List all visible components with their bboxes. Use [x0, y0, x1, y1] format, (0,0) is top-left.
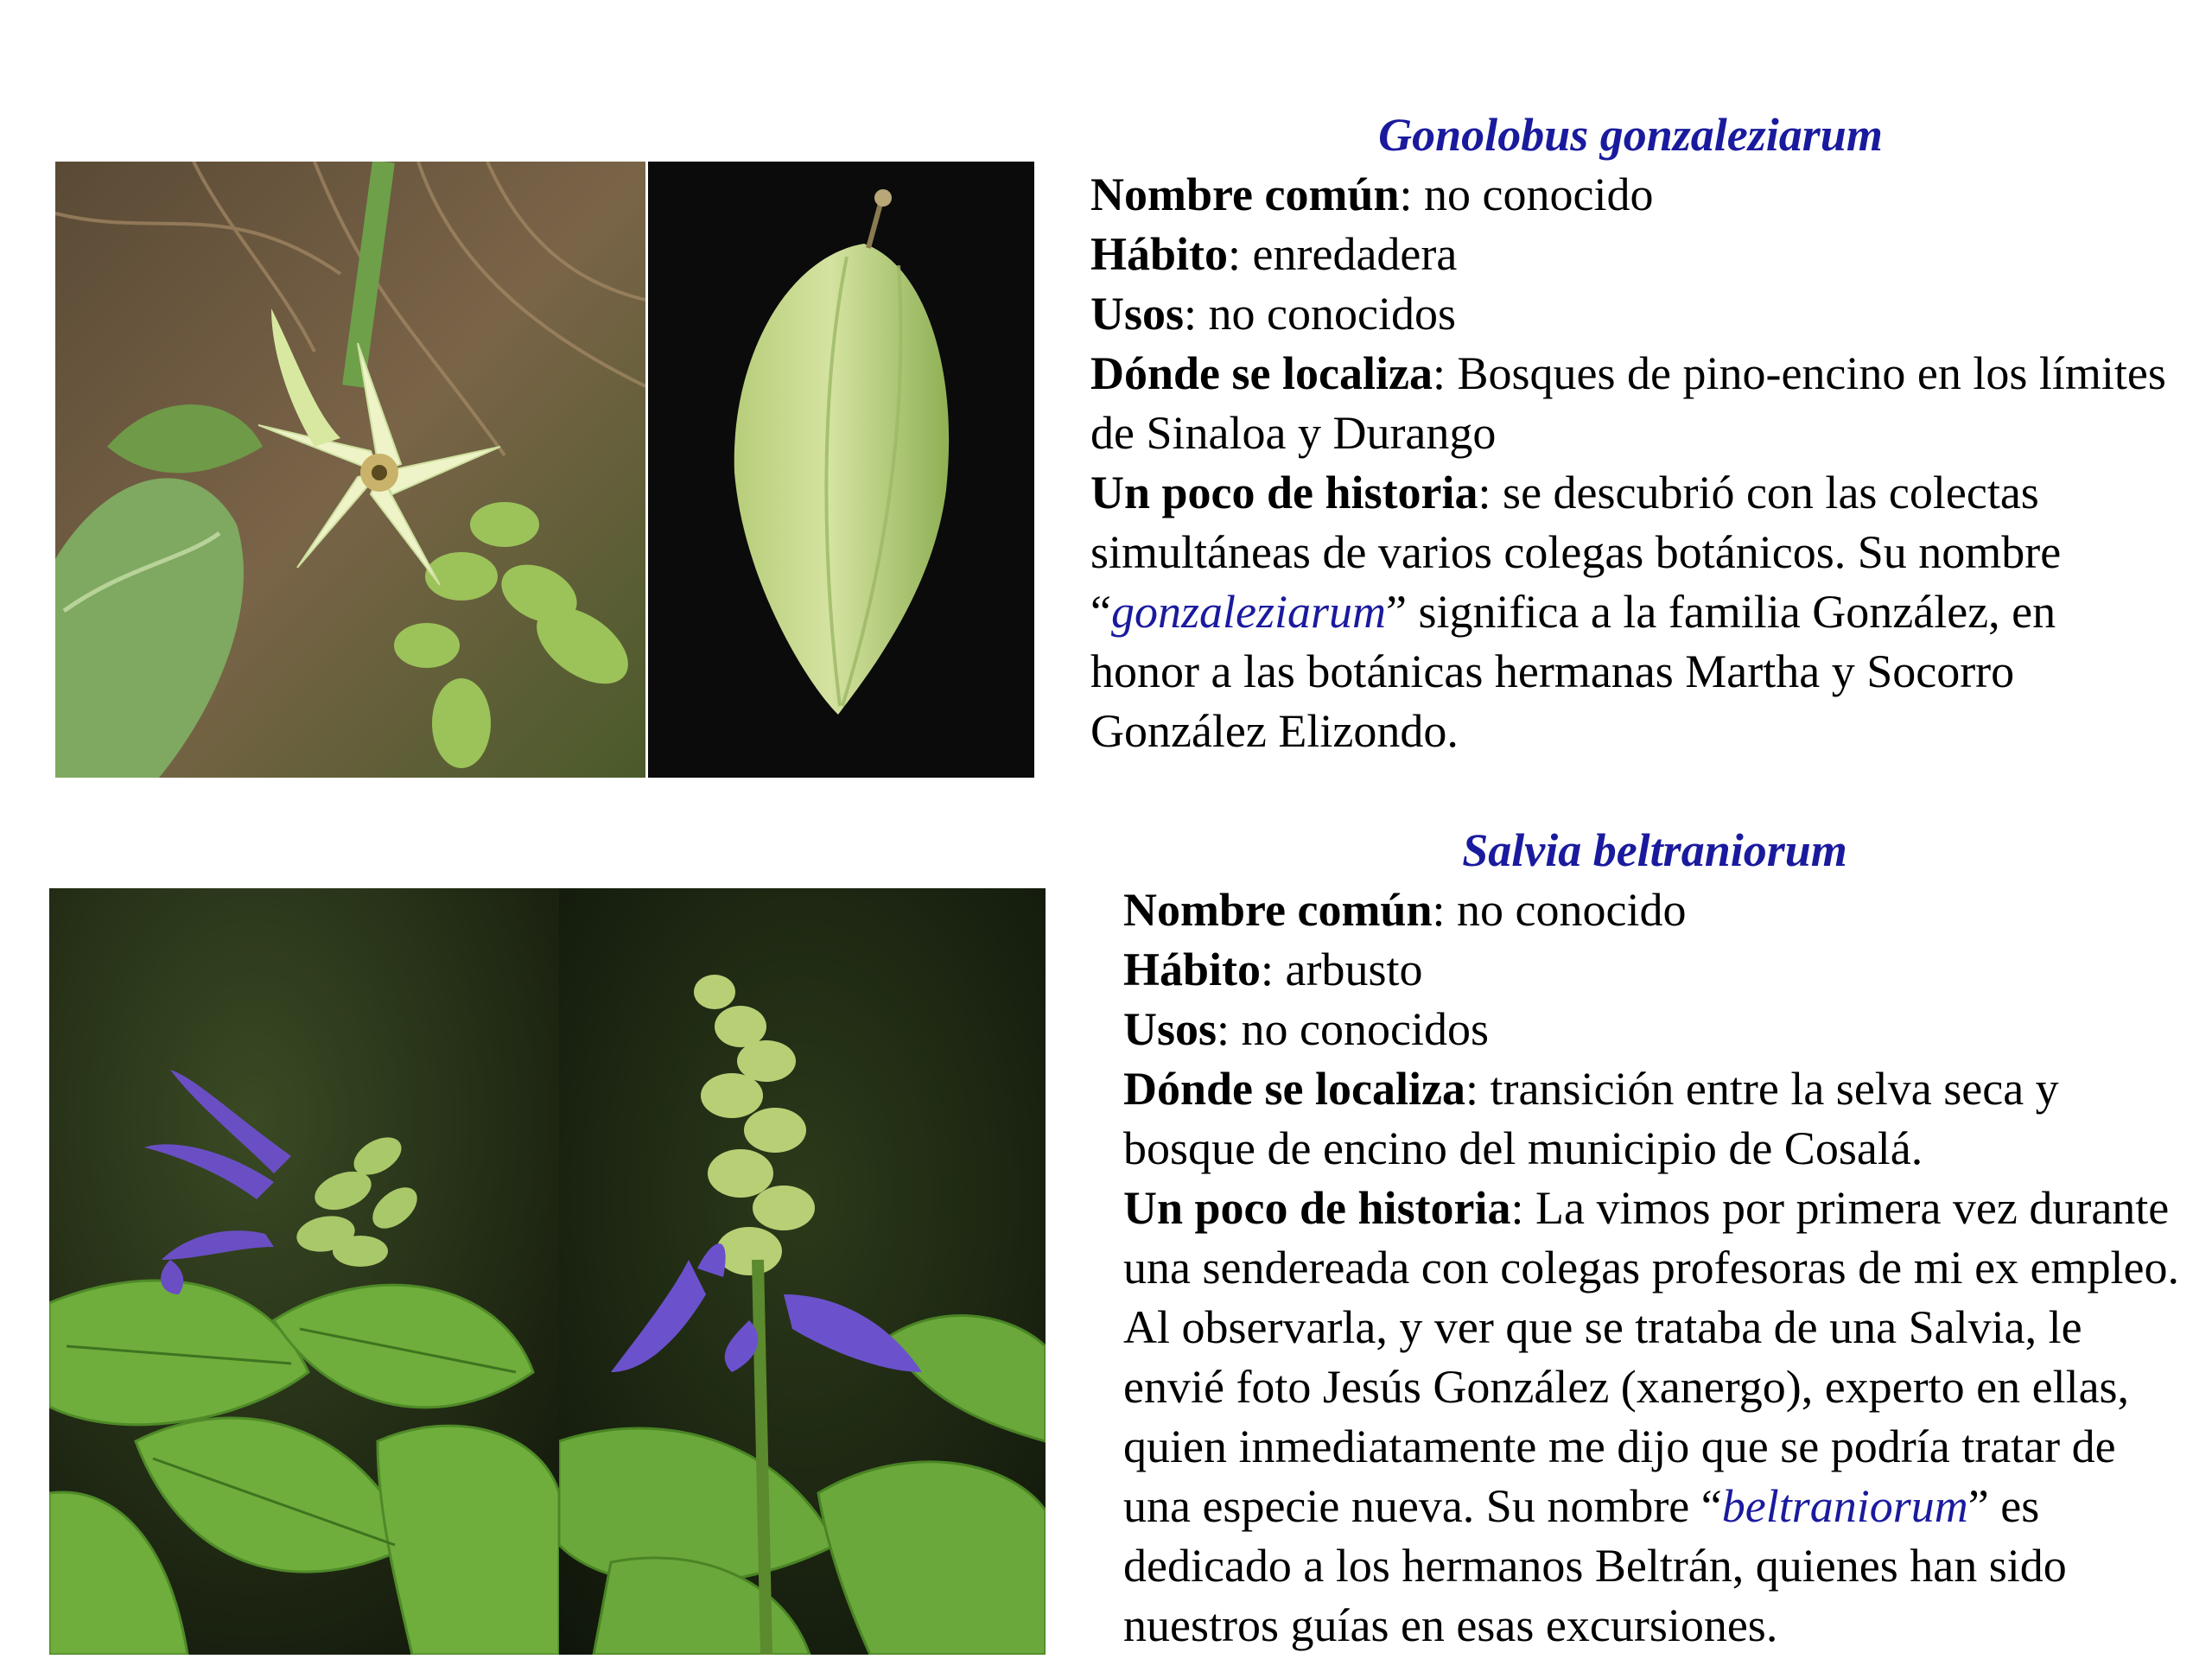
gonolobus-fruit-photo: [648, 162, 1034, 778]
field-habito: Hábito: arbusto: [1123, 944, 1423, 995]
salvia-photo-left: [49, 888, 559, 1655]
field-usos: Usos: no conocidos: [1123, 1003, 1489, 1055]
field-nombre-comun: Nombre común: no conocido: [1090, 168, 1654, 220]
gonolobus-description: [1090, 105, 2171, 761]
epithet-text: gonzaleziarum: [1110, 586, 1386, 638]
species-title: Gonolobus gonzaleziarum: [1378, 109, 1883, 161]
salvia-description: [1123, 821, 2186, 1656]
salvia-photo-right: [559, 888, 1046, 1655]
gonolobus-flower-photo: [55, 162, 645, 778]
field-historia: Un poco de historia: La vimos por primera vez durante una sendereada con colegas profesoras de mi ex empleo. Al observarla, y ver que se trataba de una Salvia, le envié foto Jesús González (xanergo), experto en ellas, quien inmediatamente me dijo que se podría tratar de una especie nueva. Su nombre “beltraniorum” es dedicado a los hermanos Beltrán, quienes han sido nuestros guías en esas excursiones.: [1123, 1182, 2179, 1651]
field-donde-se-localiza: Dónde se localiza: transición entre la selva seca y bosque de encino del municipio de Cosalá.: [1123, 1063, 2059, 1174]
field-habito: Hábito: enredadera: [1090, 228, 1458, 280]
field-usos: Usos: no conocidos: [1090, 288, 1456, 340]
field-donde-se-localiza: Dónde se localiza: Bosques de pino-encino en los límites de Sinaloa y Durango: [1090, 347, 2166, 459]
species-title: Salvia beltraniorum: [1462, 824, 1847, 876]
field-historia: Un poco de historia: se descubrió con las colectas simultáneas de varios colegas botánicos. Su nombre “gonzaleziarum” significa a la familia González, en honor a las botánicas hermanas Martha y Socorro González Elizondo.: [1090, 467, 2062, 757]
field-nombre-comun: Nombre común: no conocido: [1123, 884, 1687, 936]
epithet-text: beltraniorum: [1721, 1480, 1968, 1532]
